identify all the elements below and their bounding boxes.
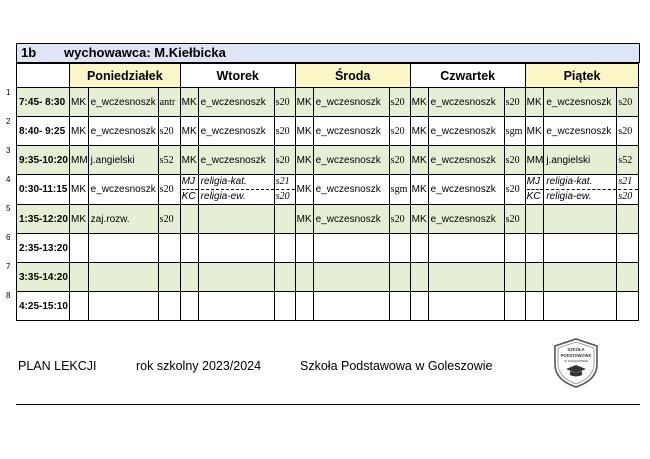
subject-cell: e_wczesnoszk [544, 117, 617, 146]
subject-cell: e_wczesnoszk [88, 88, 158, 117]
day-header-5: Piątek [525, 64, 639, 88]
subject-cell [88, 292, 158, 321]
lesson-row-6 [17, 234, 639, 263]
subject-cell: e_wczesnoszk [313, 88, 389, 117]
day-header-4: Czwartek [410, 64, 525, 88]
subject-cell: e_wczesnoszk [313, 146, 389, 175]
subject-name: religia-kat. [201, 175, 274, 190]
room-cell: s20 [504, 175, 525, 205]
room-cell: s20 [389, 117, 410, 146]
subject-cell [88, 234, 158, 263]
teacher-code: MJ [182, 175, 198, 190]
teacher-code-cell: MK [180, 117, 198, 146]
teacher-code-cell: MM [525, 146, 544, 175]
subject-cell [198, 263, 274, 292]
corner-cell [17, 64, 70, 88]
teacher-code-cell: MK [410, 205, 428, 234]
teacher-code-cell [180, 234, 198, 263]
teacher-code-cell: MK [180, 88, 198, 117]
teacher-code: MJ [527, 175, 544, 190]
crest-text-2: PODSTAWOWA [560, 353, 592, 358]
day-header-2: Wtorek [180, 64, 295, 88]
teacher-code-cell [525, 205, 544, 234]
teacher-code-cell [410, 234, 428, 263]
room-cell [158, 234, 180, 263]
teacher-code-cell: MK [70, 205, 89, 234]
day-header-3: Środa [295, 64, 410, 88]
teacher-code-cell [180, 292, 198, 321]
teacher-code-cell [70, 263, 89, 292]
room-cell: s20 [158, 117, 180, 146]
room-cell: sgm [504, 117, 525, 146]
teacher-code-cell: MK [295, 88, 313, 117]
lesson-number: 2 [6, 117, 11, 126]
room-cell: s20 [617, 88, 639, 117]
teacher-code: KC [181, 191, 196, 202]
lesson-number: 6 [6, 233, 11, 242]
teacher-code-cell: MK [295, 175, 313, 205]
lesson-time: 8:40- 9:25 [17, 117, 70, 146]
subject-cell [198, 175, 274, 205]
class-title-bar [16, 43, 640, 63]
room-cell [274, 234, 295, 263]
room-code: s21 [618, 175, 638, 190]
lesson-row-8 [17, 292, 639, 321]
room-cell: s20 [158, 175, 180, 205]
subject-cell: e_wczesnoszk [428, 88, 504, 117]
subject-cell: e_wczesnoszk [544, 88, 617, 117]
lesson-time: 2:35-13:20 [17, 234, 70, 263]
room-cell [617, 205, 639, 234]
teacher-code-cell [180, 205, 198, 234]
teacher-code-cell [295, 263, 313, 292]
room-cell: s20 [504, 88, 525, 117]
room-code: s21 [276, 175, 295, 190]
teacher-code-cell [295, 292, 313, 321]
room-cell [158, 263, 180, 292]
room-cell [617, 234, 639, 263]
subject-cell [428, 263, 504, 292]
subject-cell [544, 263, 617, 292]
room-code: s20 [275, 191, 290, 202]
footer-divider [16, 404, 640, 405]
teacher-code-cell [410, 263, 428, 292]
school-year: rok szkolny 2023/2024 [136, 359, 262, 373]
subject-cell [88, 263, 158, 292]
teacher-code-cell [70, 292, 89, 321]
lesson-number: 1 [6, 88, 11, 97]
lesson-number: 5 [6, 204, 11, 213]
teacher-code-cell: MK [410, 146, 428, 175]
subject-cell [544, 205, 617, 234]
teacher-code-cell [180, 175, 198, 205]
subject-cell: e_wczesnoszk [88, 117, 158, 146]
subject-cell: e_wczesnoszk [313, 175, 389, 205]
room-cell: s20 [389, 146, 410, 175]
lesson-time: 3:35-14:20 [17, 263, 70, 292]
crest-text-3: W GOLESZOWIE [564, 359, 588, 363]
timetable-grid [16, 63, 639, 321]
subject-cell: e_wczesnoszk [428, 117, 504, 146]
subject-cell: e_wczesnoszk [198, 146, 274, 175]
class-teacher: wychowawca: M.Kiełbicka [64, 45, 226, 60]
teacher-code-cell [70, 234, 89, 263]
subject-name: religia-kat. [546, 175, 616, 190]
teacher-code-cell [180, 263, 198, 292]
subject-cell: zaj.rozw. [88, 205, 158, 234]
teacher-code-cell [525, 292, 544, 321]
teacher-code-cell: MK [295, 117, 313, 146]
room-cell [504, 292, 525, 321]
room-cell: sgm [389, 175, 410, 205]
teacher-code-cell: MK [295, 205, 313, 234]
teacher-code-cell: MK [180, 146, 198, 175]
teacher-code-cell: MK [410, 88, 428, 117]
room-cell: s20 [617, 117, 639, 146]
room-code: s20 [618, 191, 633, 202]
teacher-code-cell [525, 263, 544, 292]
room-cell [274, 263, 295, 292]
school-crest-logo [553, 338, 599, 388]
plan-label: PLAN LEKCJI [18, 359, 97, 373]
room-cell: s20 [389, 205, 410, 234]
teacher-code-cell [295, 234, 313, 263]
room-cell [389, 234, 410, 263]
subject-name: religia-ew. [200, 191, 246, 202]
subject-cell [428, 292, 504, 321]
lesson-row-2 [17, 117, 639, 146]
subject-cell: e_wczesnoszk [313, 205, 389, 234]
lesson-time: 1:35-12:20 [17, 205, 70, 234]
room-cell [274, 175, 295, 205]
lesson-time: 9:35-10:20 [17, 146, 70, 175]
teacher-code-cell [525, 175, 544, 205]
subject-cell [544, 292, 617, 321]
subject-cell [313, 263, 389, 292]
subject-cell: j.angielski [88, 146, 158, 175]
room-cell [504, 263, 525, 292]
teacher-code-cell: MK [525, 88, 544, 117]
teacher-code-cell: MK [70, 88, 89, 117]
subject-cell: e_wczesnoszk [428, 175, 504, 205]
subject-cell [313, 292, 389, 321]
room-cell [274, 292, 295, 321]
lesson-number: 3 [6, 146, 11, 155]
day-header-row [17, 64, 639, 88]
day-header-1: Poniedziałek [70, 64, 181, 88]
subject-cell: e_wczesnoszk [428, 205, 504, 234]
room-cell [504, 234, 525, 263]
room-cell: s20 [504, 146, 525, 175]
lesson-row-4 [17, 175, 639, 205]
room-cell [158, 292, 180, 321]
room-cell: s20 [274, 146, 295, 175]
teacher-code-cell: MM [70, 146, 89, 175]
teacher-code-cell [410, 292, 428, 321]
room-cell [617, 175, 639, 205]
subject-cell [198, 234, 274, 263]
lesson-time: 7:45- 8:30 [17, 88, 70, 117]
room-cell [389, 292, 410, 321]
subject-name: religia-ew. [546, 191, 592, 202]
subject-cell: e_wczesnoszk [198, 117, 274, 146]
school-name: Szkoła Podstawowa w Goleszowie [300, 359, 493, 373]
teacher-code-cell: MK [410, 175, 428, 205]
lesson-number: 7 [6, 262, 11, 271]
room-cell: s20 [274, 117, 295, 146]
subject-cell: e_wczesnoszk [198, 88, 274, 117]
teacher-code-cell [525, 234, 544, 263]
lesson-time: 4:25-15:10 [17, 292, 70, 321]
room-cell: s20 [158, 205, 180, 234]
subject-cell: e_wczesnoszk [313, 117, 389, 146]
room-cell: s20 [504, 205, 525, 234]
subject-cell [544, 175, 617, 205]
subject-cell [198, 205, 274, 234]
subject-cell [313, 234, 389, 263]
lesson-row-1 [17, 88, 639, 117]
lesson-row-3 [17, 146, 639, 175]
room-cell: s20 [389, 88, 410, 117]
teacher-code-cell: MK [295, 146, 313, 175]
class-name: 1b [21, 45, 37, 60]
room-cell [617, 263, 639, 292]
teacher-code-cell: MK [70, 175, 89, 205]
lesson-row-7 [17, 263, 639, 292]
subject-cell: j.angielski [544, 146, 617, 175]
room-cell: s20 [274, 88, 295, 117]
room-cell [274, 205, 295, 234]
teacher-code-cell: MK [410, 117, 428, 146]
subject-cell [544, 234, 617, 263]
room-cell: antr [158, 88, 180, 117]
subject-cell: e_wczesnoszk [428, 146, 504, 175]
lesson-time: 0:30-11:15 [17, 175, 70, 205]
subject-cell: e_wczesnoszk [88, 175, 158, 205]
crest-text-1: SZKOŁA [567, 347, 585, 352]
room-cell [617, 292, 639, 321]
teacher-code-cell: MK [525, 117, 544, 146]
lesson-number: 4 [6, 175, 11, 184]
teacher-code-cell: MK [70, 117, 89, 146]
subject-cell [428, 234, 504, 263]
teacher-code: KC [526, 191, 541, 202]
room-cell: s52 [617, 146, 639, 175]
lesson-row-5 [17, 205, 639, 234]
lesson-number: 8 [6, 291, 11, 300]
subject-cell [198, 292, 274, 321]
room-cell [389, 263, 410, 292]
room-cell: s52 [158, 146, 180, 175]
